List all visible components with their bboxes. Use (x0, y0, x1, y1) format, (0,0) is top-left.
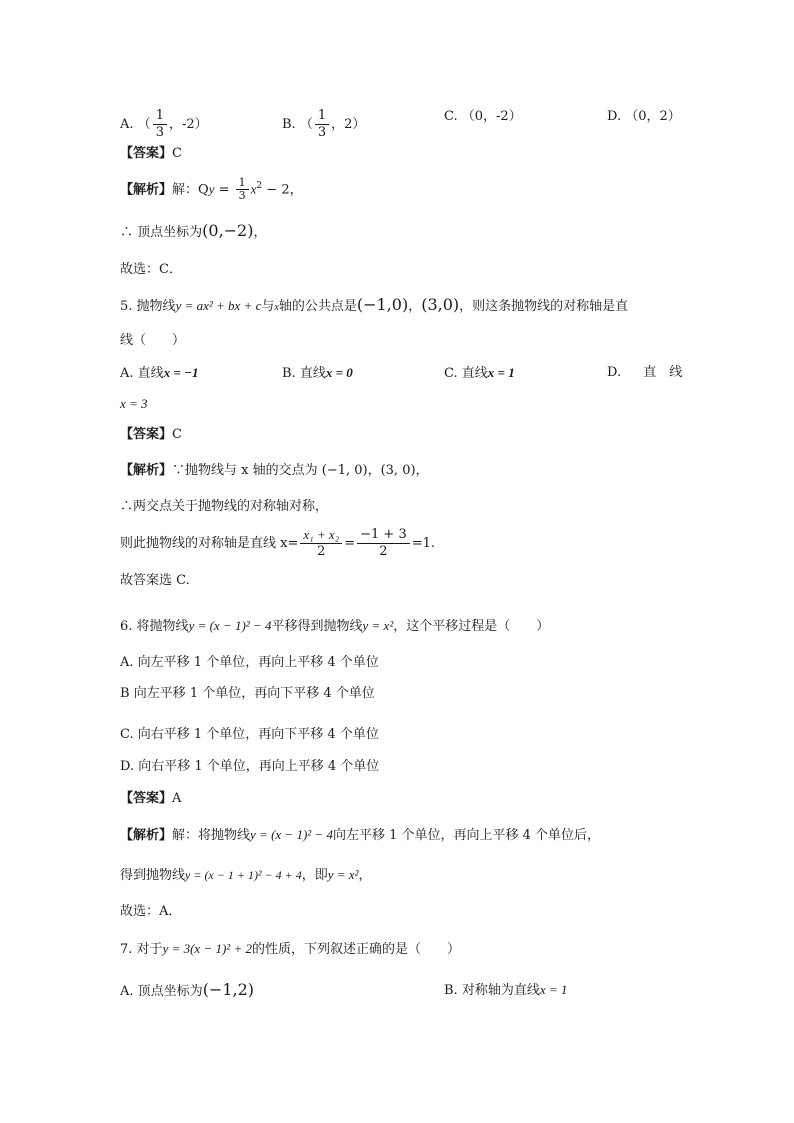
option-rest: ，-2） (168, 117, 208, 132)
q5-analysis (120, 462, 429, 480)
answer-value: C (172, 146, 182, 161)
option-text: 向左平移 1 个单位，再向上平移 4 个单位 (137, 655, 379, 670)
q6-conclusion (120, 903, 181, 921)
q6-option-c (120, 726, 379, 744)
q4-vertex-line (120, 222, 267, 242)
numerator: −1 + 3 (357, 527, 410, 544)
fraction (300, 527, 342, 560)
punct: ， (253, 225, 267, 240)
q6-option-d (120, 758, 379, 776)
option-label: D. (607, 365, 622, 380)
q7-stem (120, 940, 460, 959)
option-label: A. (120, 984, 134, 999)
q6-analysis (120, 826, 600, 845)
analysis-equation: y = (x − 1 + 1)² − 4 + 4 (185, 868, 302, 882)
conclusion-text: 故答案选 C. (120, 573, 190, 588)
option-text: 直 线 (643, 365, 683, 380)
stem-text: ，这个平移过程是（ ） (393, 619, 550, 634)
point-2: (3,0) (421, 295, 460, 314)
stem-text: 对于 (136, 942, 163, 957)
q5-option-c (444, 364, 515, 383)
denominator: 3 (155, 125, 164, 140)
analysis-text: 则此抛物线的对称轴是直线 x= (120, 536, 299, 551)
option-text: 向右平移 1 个单位，再向下平移 4 个单位 (137, 727, 379, 742)
var-x: x (274, 302, 279, 313)
question-number: 7. (120, 942, 133, 957)
numerator: 1 (236, 177, 249, 190)
q5-stem (120, 296, 628, 317)
denominator: 3 (317, 125, 327, 140)
q5-analysis-2 (120, 498, 328, 516)
option-label: B. (282, 366, 296, 381)
option-label: B (120, 686, 130, 701)
option-equation: x = 1 (539, 982, 568, 997)
option-equation: x = 3 (120, 396, 148, 411)
answer-tag: 【答案】 (120, 427, 173, 442)
q5-analysis-3 (120, 527, 435, 560)
denominator: 2 (317, 544, 326, 559)
stem-text: 线（ ） (120, 333, 186, 348)
analysis-tag: 【解析】 (120, 463, 173, 478)
analysis-equation: y = (x − 1)² − 4 (250, 827, 333, 842)
option-label: C. (444, 109, 458, 124)
q4-option-b (282, 108, 365, 141)
analysis-tag: 【解析】 (120, 182, 173, 198)
analysis-text: ，即 (301, 868, 328, 883)
answer-tag: 【答案】 (120, 146, 173, 161)
numerator: 1 (315, 108, 329, 125)
analysis-text: ∴两交点关于抛物线的对称轴对称， (120, 499, 329, 514)
q4-analysis (120, 177, 303, 202)
q5-option-d-eq (120, 395, 148, 414)
q6-option-a (120, 654, 379, 672)
option-text: 向左平移 1 个单位，再向下平移 4 个单位 (133, 686, 375, 701)
option-equation: x = 1 (487, 365, 515, 380)
q7-option-b (444, 981, 567, 1000)
option-label: C. (120, 727, 134, 742)
option-label: A. (120, 366, 134, 381)
option-text: 对称轴为直线 (461, 983, 540, 998)
stem-equation: y = (x − 1)² − 4 (188, 618, 272, 633)
option-equation: (−1,2) (202, 980, 255, 999)
denominator: 3 (238, 189, 246, 203)
analysis-lead: 解：Q (172, 182, 209, 198)
numerator: 1 (153, 108, 167, 125)
analysis-text: 向左平移 1 个单位，再向上平移 4 个单位后， (332, 828, 601, 843)
eq-sign: = (344, 536, 356, 551)
stem-equation: y = 3(x − 1)² + 2 (162, 941, 252, 956)
fraction (236, 177, 249, 202)
point-1: (−1,0) (356, 295, 409, 314)
punct: ， (408, 299, 422, 314)
denominator: 2 (379, 544, 388, 559)
answer-value: C (172, 427, 182, 442)
stem-text: 与 (261, 299, 275, 314)
q5-option-a (120, 364, 198, 383)
numerator: x₁ + x₂ (300, 527, 342, 544)
q7-option-a (120, 981, 254, 1001)
stem-text: 抛物线 (136, 299, 176, 314)
fraction (357, 527, 410, 560)
question-number: 5. (120, 299, 133, 314)
q4-answer (120, 145, 182, 163)
option-label: A. (120, 117, 134, 132)
answer-value: A (172, 791, 182, 806)
q6-analysis-2 (120, 866, 372, 885)
q5-stem-cont (120, 332, 185, 350)
paren: （ (299, 117, 313, 132)
stem-equation: y = ax² + bx + c (175, 298, 262, 313)
q4-option-a (120, 108, 208, 141)
option-rest: ，2） (331, 117, 366, 132)
q4-conclusion (120, 261, 182, 279)
paren: （ (137, 117, 151, 132)
option-text: 直线 (137, 366, 164, 381)
option-label: A. (120, 655, 134, 670)
q5-answer (120, 426, 182, 444)
option-text: 顶点坐标为 (137, 984, 203, 999)
eq-sign: = (214, 182, 234, 198)
option-text: （0，2） (625, 109, 681, 124)
stem-text: 轴的公共点是 (278, 299, 357, 314)
vertex-value: (0,−2) (202, 221, 254, 240)
analysis-tag: 【解析】 (120, 828, 173, 843)
vertex-text: ∴ 顶点坐标为 (120, 225, 203, 240)
q5-conclusion (120, 572, 190, 590)
conclusion-text: 故选：A． (120, 904, 182, 919)
fraction (315, 108, 329, 141)
stem-text: 平移得到抛物线 (271, 619, 363, 634)
analysis-text: ∵抛物线与 x 轴的交点为 (−1, 0)，(3, 0)， (172, 463, 429, 478)
option-label: D. (120, 759, 135, 774)
analysis-text: 解：将抛物线 (172, 828, 251, 843)
option-text: 直线 (299, 366, 326, 381)
fraction (153, 108, 167, 141)
option-text: （0，-2） (461, 109, 522, 124)
analysis-text: =1. (411, 536, 436, 551)
q4-option-d (607, 108, 681, 126)
conclusion-text: 故选：C． (120, 262, 182, 277)
exponent: 2 (256, 181, 263, 191)
q5-option-b (282, 364, 353, 383)
analysis-tail: − 2， (262, 182, 303, 198)
option-label: D. (607, 109, 622, 124)
q4-option-c (444, 108, 522, 126)
punct: ， (358, 868, 372, 883)
q6-option-b (120, 685, 375, 703)
var-y: y (208, 181, 215, 197)
analysis-equation: y = x² (327, 867, 359, 882)
option-label: B. (444, 983, 458, 998)
var-x: x (250, 181, 257, 197)
option-label: B. (282, 117, 296, 132)
option-equation: x = −1 (163, 365, 199, 380)
stem-text: 的性质，下列叙述正确的是（ ） (251, 942, 460, 957)
option-label: C. (444, 366, 458, 381)
question-number: 6. (120, 619, 133, 634)
stem-equation: y = x² (362, 618, 394, 633)
option-text: 向右平移 1 个单位，再向上平移 4 个单位 (138, 759, 380, 774)
answer-tag: 【答案】 (120, 791, 173, 806)
stem-text: ，则这条抛物线的对称轴是直 (459, 299, 629, 314)
q5-option-d (607, 364, 682, 382)
q6-answer (120, 790, 181, 808)
analysis-text: 得到抛物线 (120, 868, 186, 883)
stem-text: 将抛物线 (136, 619, 189, 634)
option-equation: x = 0 (325, 365, 353, 380)
option-text: 直线 (461, 366, 488, 381)
q6-stem (120, 617, 549, 636)
